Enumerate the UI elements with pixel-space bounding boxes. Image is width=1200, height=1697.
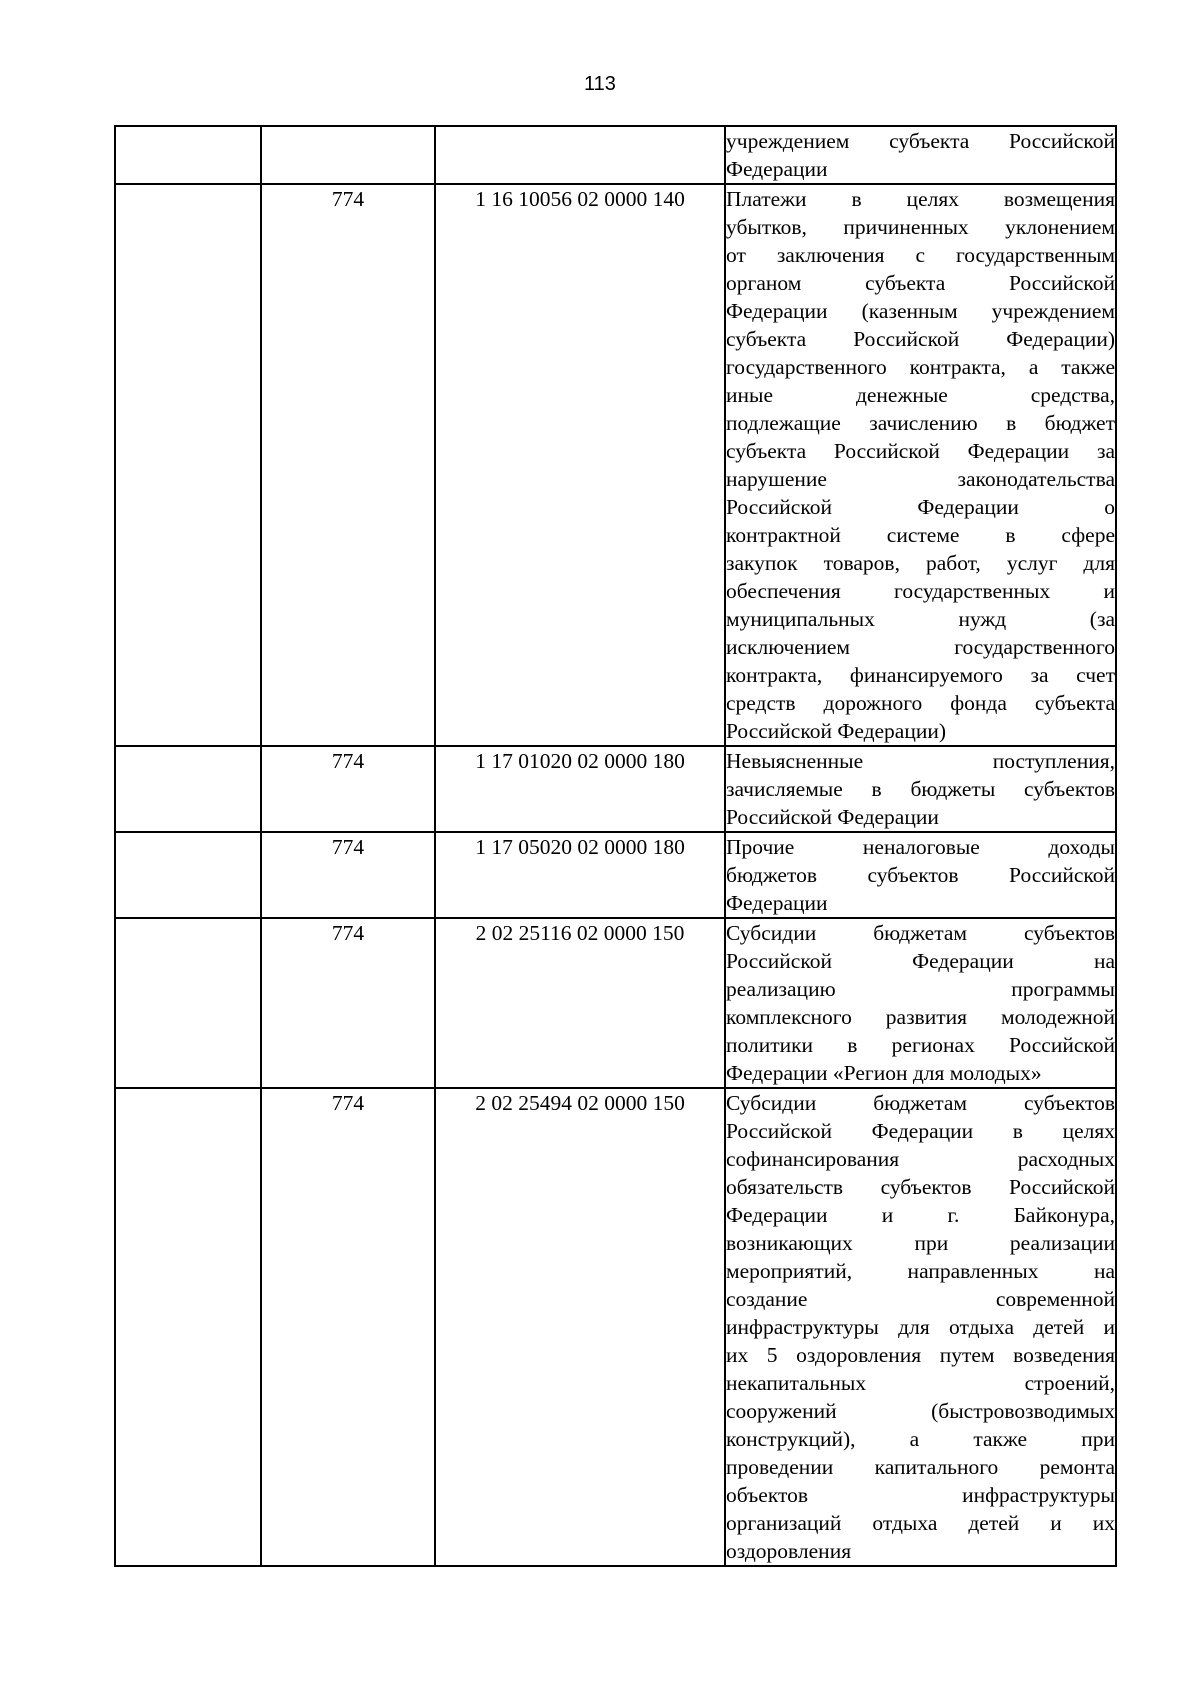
- revenue-name-line: Федерации (казенным учреждением: [726, 299, 1115, 323]
- table-row: [115, 184, 1116, 746]
- revenue-name-line: муниципальных нужд (за: [726, 607, 1115, 631]
- revenue-name-line: Федерации: [726, 157, 828, 181]
- table-row: [115, 746, 1116, 832]
- revenue-name-line: Невыясненные поступления,: [726, 749, 1115, 773]
- revenue-name-line: их 5 оздоровления путем возведения: [726, 1343, 1115, 1367]
- revenue-name-cell: [725, 126, 1116, 184]
- revenue-name-line: контракта, финансируемого за счет: [726, 663, 1115, 687]
- revenue-name-line: Российской Федерации в целях: [726, 1119, 1115, 1143]
- revenue-name-line: Федерации «Регион для молодых»: [726, 1061, 1042, 1085]
- revenue-name-line: зачисляемые в бюджеты субъектов: [726, 777, 1115, 801]
- revenue-name-line: убытков, причиненных уклонением: [726, 215, 1115, 239]
- revenue-name-line: от заключения с государственным: [726, 243, 1115, 267]
- revenue-name-line: оздоровления: [726, 1539, 852, 1563]
- revenue-name-line: обязательств субъектов Российской: [726, 1175, 1115, 1199]
- admin-code-cell: 774: [261, 1088, 435, 1566]
- budget-code-cell: [435, 126, 725, 184]
- revenue-name-line: инфраструктуры для отдыха детей и: [726, 1315, 1115, 1339]
- revenue-name-line: субъекта Российской Федерации за: [726, 439, 1115, 463]
- revenue-name-line: нарушение законодательства: [726, 467, 1115, 491]
- revenue-name-line: закупок товаров, работ, услуг для: [726, 551, 1115, 575]
- budget-code-cell: 1 17 05020 02 0000 180: [435, 832, 725, 918]
- budget-revenue-table: [114, 125, 1117, 1567]
- revenue-name-line: Субсидии бюджетам субъектов: [726, 1091, 1115, 1115]
- revenue-name-cell: [725, 1088, 1116, 1566]
- revenue-name-cell: [725, 918, 1116, 1088]
- table-body: [115, 126, 1116, 1566]
- admin-code-cell: 774: [261, 832, 435, 918]
- budget-code-cell: 1 17 01020 02 0000 180: [435, 746, 725, 832]
- revenue-name-line: политики в регионах Российской: [726, 1033, 1115, 1057]
- revenue-name-cell: [725, 832, 1116, 918]
- revenue-name-line: обеспечения государственных и: [726, 579, 1115, 603]
- revenue-name-line: Прочие неналоговые доходы: [726, 835, 1115, 859]
- revenue-name-line: средств дорожного фонда субъекта: [726, 691, 1115, 715]
- revenue-name-line: субъекта Российской Федерации): [726, 327, 1115, 351]
- revenue-name-line: софинансирования расходных: [726, 1147, 1115, 1171]
- revenue-name-line: контрактной системе в сфере: [726, 523, 1115, 547]
- revenue-name-line: иные денежные средства,: [726, 383, 1115, 407]
- revenue-name-line: мероприятий, направленных на: [726, 1259, 1115, 1283]
- revenue-name-line: возникающих при реализации: [726, 1231, 1115, 1255]
- admin-code-cell: 774: [261, 918, 435, 1088]
- revenue-name-line: Российской Федерации о: [726, 495, 1115, 519]
- revenue-name-line: некапитальных строений,: [726, 1371, 1115, 1395]
- revenue-name-line: комплексного развития молодежной: [726, 1005, 1115, 1029]
- revenue-name-line: органом субъекта Российской: [726, 271, 1115, 295]
- revenue-name-line: Российской Федерации): [726, 719, 947, 743]
- table-row: [115, 1088, 1116, 1566]
- revenue-name-line: государственного контракта, а также: [726, 355, 1115, 379]
- admin-code-cell: 774: [261, 746, 435, 832]
- budget-code-cell: 2 02 25116 02 0000 150: [435, 918, 725, 1088]
- revenue-name-line: учреждением субъекта Российской: [726, 129, 1115, 153]
- table-row: [115, 918, 1116, 1088]
- empty-cell: [115, 184, 261, 746]
- revenue-name-line: Федерации и г. Байконура,: [726, 1203, 1115, 1227]
- empty-cell: [115, 832, 261, 918]
- revenue-name-line: Субсидии бюджетам субъектов: [726, 921, 1115, 945]
- revenue-name-line: подлежащие зачислению в бюджет: [726, 411, 1115, 435]
- revenue-name-line: Российской Федерации на: [726, 949, 1115, 973]
- revenue-name-line: организаций отдыха детей и их: [726, 1511, 1115, 1535]
- budget-code-cell: 2 02 25494 02 0000 150: [435, 1088, 725, 1566]
- revenue-name-line: реализацию программы: [726, 977, 1115, 1001]
- revenue-name-cell: [725, 746, 1116, 832]
- revenue-name-line: сооружений (быстровозводимых: [726, 1399, 1115, 1423]
- revenue-name-line: объектов инфраструктуры: [726, 1483, 1115, 1507]
- table-row: [115, 832, 1116, 918]
- revenue-name-line: исключением государственного: [726, 635, 1115, 659]
- empty-cell: [115, 1088, 261, 1566]
- revenue-name-line: Платежи в целях возмещения: [726, 187, 1115, 211]
- revenue-name-line: Федерации: [726, 891, 828, 915]
- admin-code-cell: [261, 126, 435, 184]
- revenue-name-line: проведении капитального ремонта: [726, 1455, 1115, 1479]
- revenue-name-line: конструкций), а также при: [726, 1427, 1115, 1451]
- admin-code-cell: 774: [261, 184, 435, 746]
- revenue-name-line: Российской Федерации: [726, 805, 939, 829]
- empty-cell: [115, 746, 261, 832]
- revenue-name-cell: [725, 184, 1116, 746]
- empty-cell: [115, 126, 261, 184]
- budget-code-cell: 1 16 10056 02 0000 140: [435, 184, 725, 746]
- revenue-name-line: бюджетов субъектов Российской: [726, 863, 1115, 887]
- empty-cell: [115, 918, 261, 1088]
- revenue-name-line: создание современной: [726, 1287, 1115, 1311]
- page-number: 113: [584, 73, 616, 95]
- table-row: [115, 126, 1116, 184]
